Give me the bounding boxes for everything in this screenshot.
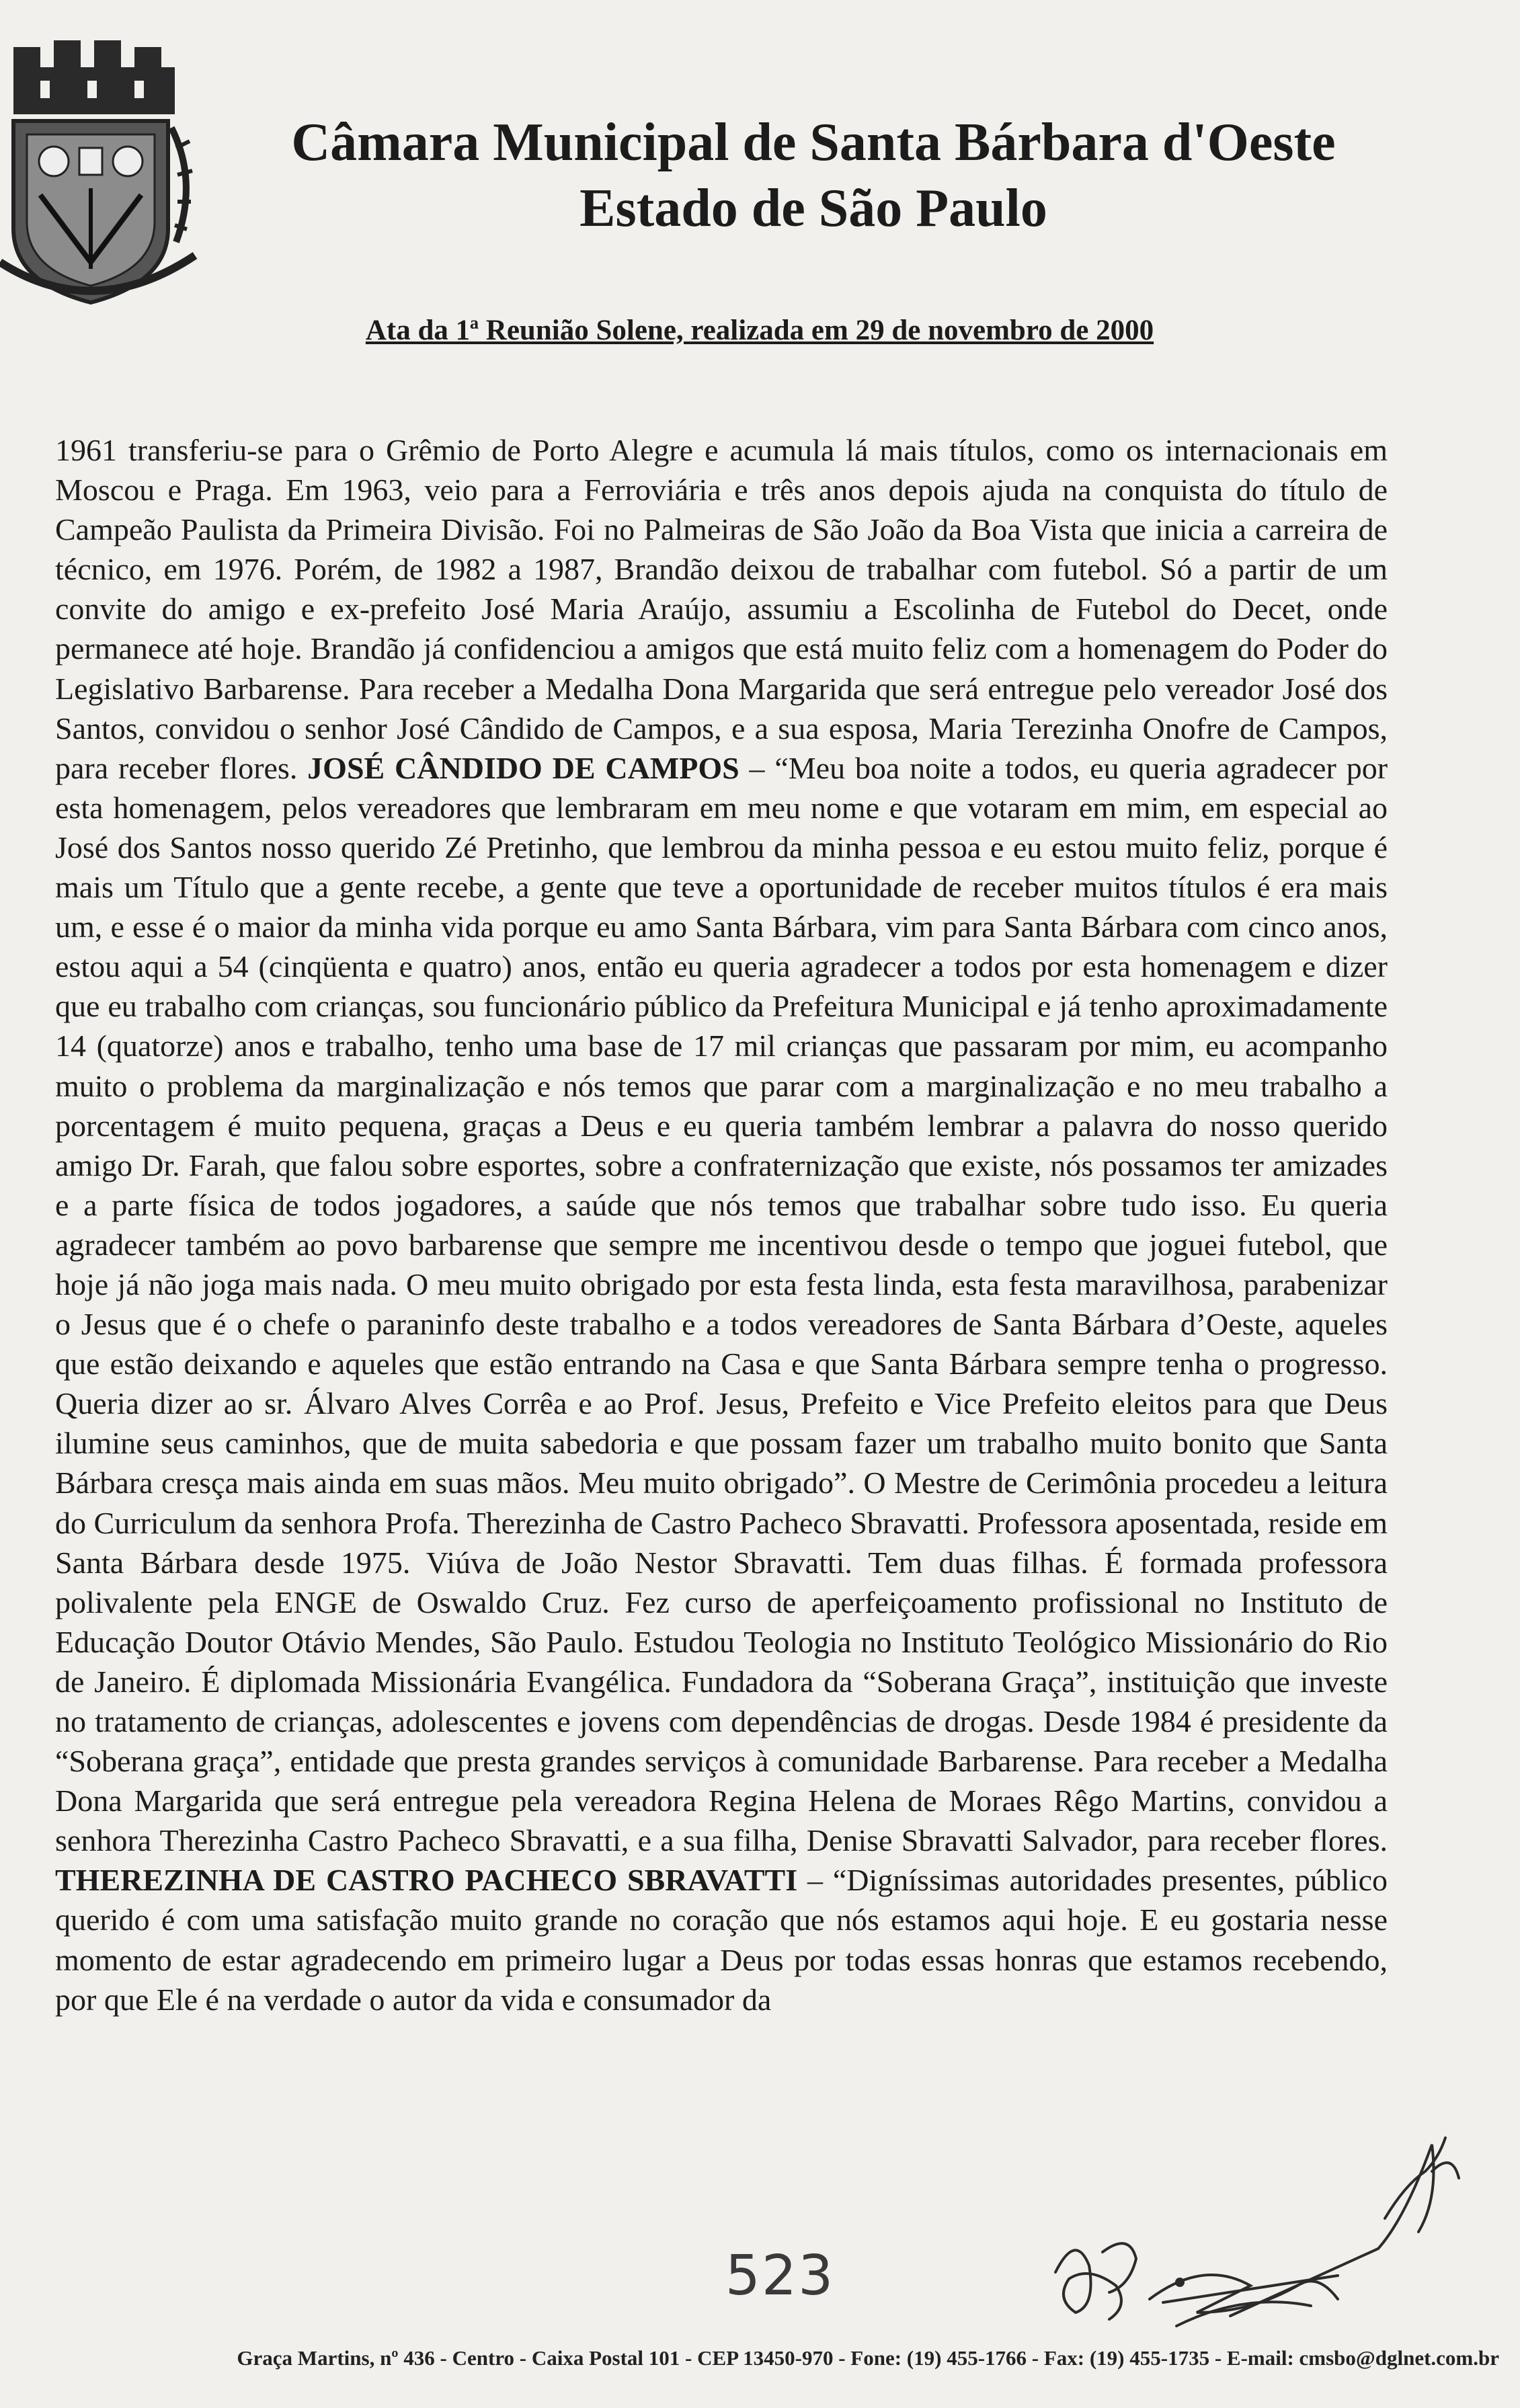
body-paragraph-1: 1961 transferiu-se para o Grêmio de Porto Alegre e acumula lá mais títulos, como os internacionais em Moscou e Praga. Em 1963, veio para a Ferroviária e três anos depois ajuda na conquista do título de Campeão Paulista da Primeira Divisão. Foi no Palmeiras de São João da Boa Vista que inicia a carreira de técnico, em 1976. Porém, de 1982 a 1987, Brandão deixou de trabalhar com futebol. Só a partir de um convite do amigo e ex-prefeito José Maria Araújo, assumiu a Escolinha de Futebol do Decet, onde permanece até hoje. Brandão já confidenciou a amigos que está muito feliz com a homenagem do Poder do Legislativo Barbarense. Para receber a Medalha Dona Margarida que será entregue pelo vereador José dos Santos, convidou o senhor José Cândido de Campos, e a sua esposa, Maria Terezinha Onofre de Campos, para receber flores. (55, 433, 1388, 785)
minutes-body (55, 430, 1388, 2019)
footer-address: Graça Martins, nº 436 - Centro - Caixa Postal 101 - CEP 13450-970 - Fone: (19) 455-1766 - Fax: (19) 455-1735 - E-mail: cmsbo@dglnet.com.br (237, 2346, 1499, 2370)
body-paragraph-3: – “Digníssimas autoridades presentes, público querido é com uma satisfação muito grande no coração que nós estamos aqui hoje. E eu gostaria nesse momento de estar agradecendo em primeiro lugar a Deus por todas essas honras que estamos recebendo, por que Ele é na verdade o autor da vida e consumador da (55, 1863, 1388, 2017)
state-name: Estado de São Paulo (579, 179, 1047, 238)
body-paragraph-2: – “Meu boa noite a todos, eu queria agradecer por esta homenagem, pelos vereadores que lembraram em meu nome e que votaram em mim, em especial ao José dos Santos nosso querido Zé Pretinho, que lembrou da minha pessoa e eu estou muito feliz, porque é mais um Título que a gente recebe, a gente que teve a oportunidade de receber muitos títulos é era mais um, e esse é o maior da minha vida porque eu amo Santa Bárbara, vim para Santa Bárbara com cinco anos, estou aqui a 54 (cinqüenta e quatro) anos, então eu queria agradecer a todos por esta homenagem e dizer que eu trabalho com crianças, sou funcionário público da Prefeitura Municipal e já tenho aproximadamente 14 (quatorze) anos e trabalho, tenho uma base de 17 mil crianças que passaram por mim, eu acompanho muito o problema da marginalização e nós temos que parar com a marginalização e no meu trabalho a porcentagem é muito pequena, graças a Deus e eu queria também lembrar a palavra do nosso querido amigo Dr. Farah, que falou sobre esportes, sobre a confraternização que existe, nós possamos ter amizades e a parte física de todos jogadores, a saúde que nós temos que trabalhar sobre tudo isso. Eu queria agradecer também ao povo barbarense que sempre me incentivou desde o tempo que joguei futebol, que hoje já não joga mais nada. O meu muito obrigado por esta festa linda, esta festa maravilhosa, parabenizar o Jesus que é o chefe o paraninfo deste trabalho e a todos vereadores de Santa Bárbara d’Oeste, aqueles que estão deixando e aqueles que estão entrando na Casa e que Santa Bárbara sempre tenha o progresso. Queria dizer ao sr. Álvaro Alves Corrêa e ao Prof. Jesus, Prefeito e Vice Prefeito eleitos para que Deus ilumine seus caminhos, que de muita sabedoria e que possam fazer um trabalho muito bonito que Santa Bárbara cresça mais ainda em suas mãos. Meu muito obrigado”. O Mestre de Cerimônia procedeu a leitura do Curriculum da senhora Profa. Therezinha de Castro Pacheco Sbravatti. Professora aposentada, reside em Santa Bárbara desde 1975. Viúva de João Nestor Sbravatti. Tem duas filhas. É formada professora polivalente pela ENGE de Oswaldo Cruz. Fez curso de aperfeiçoamento profissional no Instituto de Educação Doutor Otávio Mendes, São Paulo. Estudou Teologia no Instituto Teológico Missionário do Rio de Janeiro. É diplomada Missionária Evangélica. Fundadora da “Soberana Graça”, instituição que investe no tratamento de crianças, adolescentes e jovens com dependências de drogas. Desde 1984 é presidente da “Soberana graça”, entidade que presta grandes serviços à comunidade Barbarense. Para receber a Medalha Dona Margarida que será entregue pela vereadora Regina Helena de Moraes Rêgo Martins, convidou a senhora Therezinha Castro Pacheco Sbravatti, e a sua filha, Denise Sbravatti Salvador, para receber flores. (55, 750, 1388, 1858)
speaker-name-2: THEREZINHA DE CASTRO PACHECO SBRAVATTI (55, 1863, 798, 1898)
page-number: 523 (725, 2244, 835, 2308)
speaker-name-1: JOSÉ CÂNDIDO DE CAMPOS (307, 750, 739, 785)
handwritten-signature-icon (1029, 2131, 1472, 2360)
council-name: Câmara Municipal de Santa Bárbara d'Oeste (291, 113, 1336, 172)
municipal-coat-of-arms-icon (0, 27, 202, 309)
minutes-title: Ata da 1ª Reunião Solene, realizada em 29 de novembro de 2000 (365, 315, 1154, 346)
